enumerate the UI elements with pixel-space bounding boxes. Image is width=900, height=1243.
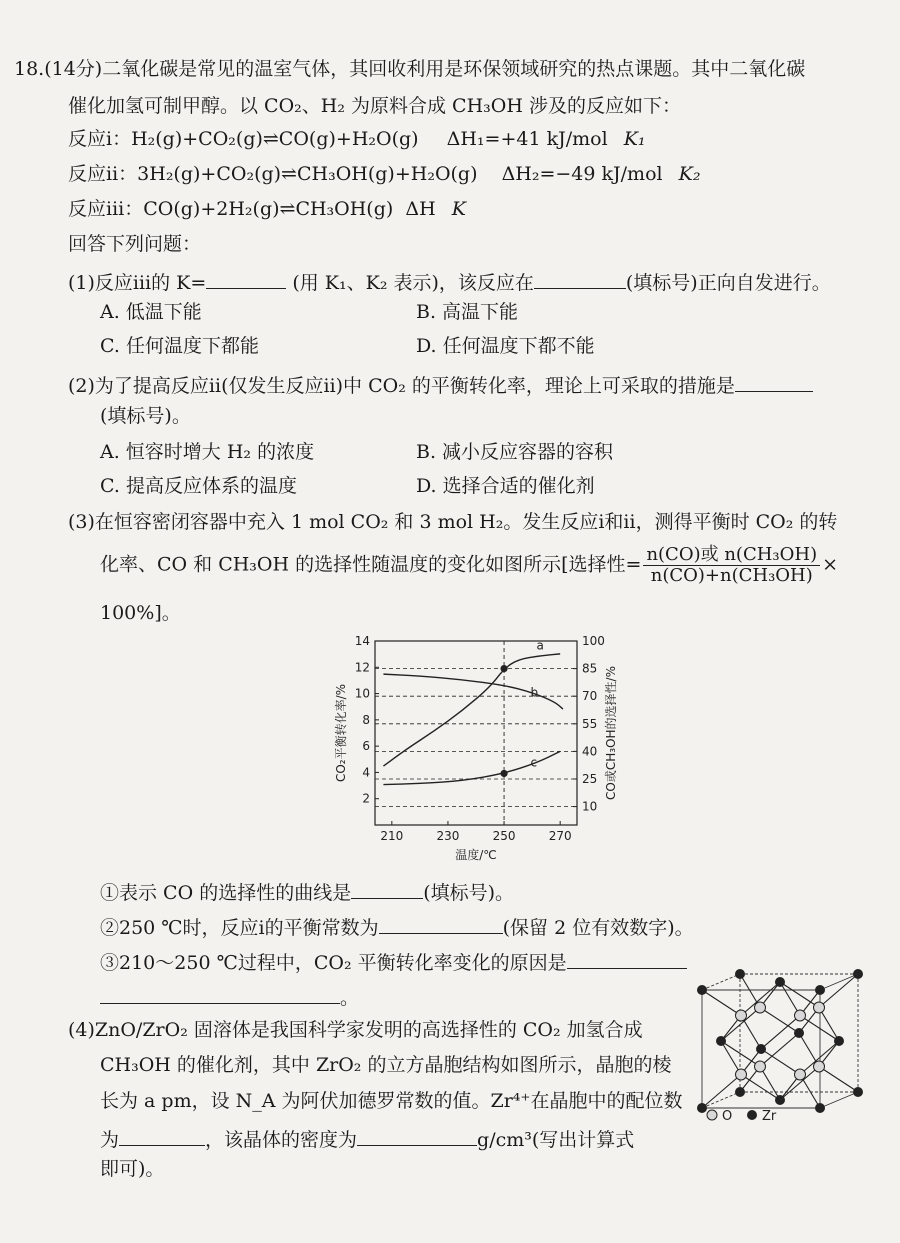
question-header-2: 催化加氢可制甲醇。以 CO₂、H₂ 为原料合成 CH₃OH 涉及的反应如下： [68, 95, 681, 117]
right-tick-label-1: 25 [582, 772, 598, 786]
left-tick-label-1: 4 [362, 765, 370, 780]
legend-zr: Zr [762, 1109, 777, 1124]
answer-blank-1[interactable] [206, 270, 286, 289]
o-atom-7 [814, 1002, 825, 1013]
zr-atom-1 [815, 1103, 825, 1113]
q3-line-3: 100%]。 [100, 602, 181, 624]
q2-option-a: A. 恒容时增大 H₂ 的浓度 [100, 441, 315, 463]
q2-line: (2)为了提高反应ⅱ(仅发生反应ⅱ)中 CO₂ 的平衡转化率，理论上可采取的措施是 [68, 373, 813, 396]
reaction-3: 反应ⅲ：CO(g)+2H₂(g)⇌CH₃OH(g) ΔH K [68, 198, 466, 220]
prompt-text: 回答下列问题： [68, 233, 202, 255]
zr-atom-3 [697, 985, 707, 995]
left-tick-label-3: 8 [362, 712, 370, 727]
oxygen-legend-icon [707, 1110, 717, 1120]
answer-blank-4[interactable] [351, 880, 423, 899]
zr-atom-0 [697, 1103, 707, 1113]
bond-17 [761, 1049, 800, 1075]
cell-edge-9 [820, 1092, 858, 1108]
zr-atom-8 [756, 1044, 766, 1054]
zr-atom-9 [794, 1028, 804, 1038]
zr-atom-4 [735, 1087, 745, 1097]
answer-blank-9[interactable] [357, 1127, 477, 1146]
q4-line-2: CH₃OH 的催化剂，其中 ZrO₂ 的立方晶胞结构如图所示，晶胞的棱 [100, 1054, 672, 1076]
q3-line: (3)在恒容密闭容器中充入 1 mol CO₂ 和 3 mol H₂。发生反应ⅰ和ⅱ，测得平衡时 CO₂ 的转 [68, 511, 838, 533]
reaction-1: 反应ⅰ：H₂(g)+CO₂(g)⇌CO(g)+H₂O(g) ΔH₁=+41 kJ/mol K₁ [68, 128, 646, 150]
q4-line-1: (4)ZnO/ZrO₂ 固溶体是我国科学家发明的高选择性的 CO₂ 加氢合成 [68, 1019, 643, 1041]
x-tick-label-1: 230 [436, 829, 460, 843]
o-atom-4 [795, 1069, 806, 1080]
right-tick-label-5: 85 [582, 661, 598, 676]
bond-30 [780, 982, 819, 1008]
q2-option-d: D. 选择合适的催化剂 [416, 475, 595, 497]
sub1-line: ①表示 CO 的选择性的曲线是 (填标号)。 [100, 882, 515, 904]
answer-blank-5[interactable] [379, 915, 503, 934]
bond-13 [760, 1008, 799, 1034]
cell-edge-8 [702, 1092, 740, 1108]
q1-option-a: A. 低温下能 [100, 301, 202, 323]
series-line-a [383, 654, 560, 766]
sub2-line: ②250 ℃时，反应ⅰ的平衡常数为 (保留 2 位有效数字)。 [100, 917, 694, 939]
x-axis-label: 温度/℃ [455, 848, 497, 862]
zr-atom-12 [716, 1036, 726, 1046]
right-tick-label-3: 55 [582, 716, 598, 731]
selectivity-fraction: $\frac{\text{n(CO)或 n(CH₃OH)}}{\text{n(CO)+n(CH₃OH)}}$ [643, 546, 820, 585]
bond-2 [741, 1075, 780, 1101]
bond-27 [800, 1016, 839, 1042]
cell-edge-11 [702, 974, 740, 990]
left-tick-label-4: 10 [354, 686, 370, 701]
y-axis-label-right: CO或CH₃OH的选择性/% [604, 666, 618, 800]
reaction-2: 反应ⅱ：3H₂(g)+CO₂(g)⇌CH₃OH(g)+H₂O(g) ΔH₂=−49 kJ/mol K₂ [68, 163, 701, 185]
q4-line-4: 为 ，该晶体的密度为 g/cm³(写出计算式 [100, 1129, 635, 1151]
left-tick-label-5: 12 [354, 660, 370, 675]
zr-atom-5 [853, 1087, 863, 1097]
q3-line-2: 化率、CO 和 CH₃OH 的选择性随温度的变化如图所示[选择性= $\frac{\text{n(CO)或 n(CH₃OH)}}{\text{n(CO)+n(CH₃OH)}}$ × [100, 544, 839, 586]
right-tick-label-6: 100 [582, 634, 605, 648]
q1-option-b: B. 高温下能 [416, 301, 519, 323]
series-label-b: b [530, 685, 539, 700]
zr-atom-7 [735, 969, 745, 979]
o-atom-5 [814, 1061, 825, 1072]
bond-8 [702, 990, 741, 1016]
right-tick-label-2: 40 [582, 744, 598, 759]
bond-20 [819, 1067, 858, 1093]
bond-7 [721, 1041, 760, 1067]
marked-point-1 [500, 770, 507, 777]
conversion-selectivity-chart [330, 628, 630, 868]
q1-option-c: C. 任何温度下都能 [100, 335, 259, 357]
series-label-a: a [536, 638, 544, 653]
o-atom-1 [755, 1061, 766, 1072]
q4-line-3: 长为 a pm，设 N_A 为阿伏加德罗常数的值。Zr⁴⁺在晶胞中的配位数 [100, 1090, 683, 1112]
zr-atom-2 [815, 985, 825, 995]
q2-option-b: B. 减小反应容器的容积 [416, 441, 614, 463]
left-tick-label-2: 6 [362, 739, 370, 754]
o-atom-2 [736, 1010, 747, 1021]
o-atom-0 [736, 1069, 747, 1080]
right-tick-label-0: 10 [582, 799, 598, 814]
left-tick-label-0: 2 [362, 791, 370, 806]
zr-atom-10 [775, 1095, 785, 1105]
answer-blank-6[interactable] [567, 950, 687, 969]
q2-option-c: C. 提高反应体系的温度 [100, 475, 297, 497]
q2-line-2: (填标号)。 [100, 405, 191, 427]
right-tick-label-4: 70 [582, 689, 598, 704]
answer-blank-7[interactable] [100, 985, 340, 1004]
x-tick-label-3: 270 [548, 829, 572, 843]
q1-option-d: D. 任何温度下都不能 [416, 335, 595, 357]
answer-blank-3[interactable] [735, 373, 813, 392]
question-header: 18.(14分)二氧化碳是常见的温室气体，其回收利用是环保领域研究的热点课题。其中二氧化碳 [14, 58, 806, 80]
answer-blank-2[interactable] [534, 270, 626, 289]
zro2-unit-cell-diagram [690, 950, 870, 1130]
x-tick-label-0: 210 [380, 829, 404, 843]
left-tick-label-6: 14 [354, 634, 370, 648]
legend-o: O [722, 1109, 733, 1124]
cell-edge-10 [820, 974, 858, 990]
sub3-line-2: 。 [100, 985, 359, 1008]
q1-line: (1)反应ⅲ的 K= (用 K₁、K₂ 表示)，该反应在 (填标号)正向自发进行。 [68, 272, 831, 294]
zirconium-legend-icon [747, 1110, 757, 1120]
x-tick-label-2: 250 [492, 829, 516, 843]
y-axis-label-left: CO₂平衡转化率/% [334, 683, 348, 783]
zr-atom-11 [775, 977, 785, 987]
q4-line-5: 即可)。 [100, 1158, 165, 1180]
o-atom-3 [755, 1002, 766, 1013]
o-atom-6 [795, 1010, 806, 1021]
answer-blank-8[interactable] [119, 1127, 205, 1146]
zr-atom-13 [834, 1036, 844, 1046]
series-label-c: c [530, 755, 538, 770]
sub3-line: ③210～250 ℃过程中，CO₂ 平衡转化率变化的原因是 [100, 950, 687, 973]
marked-point-0 [500, 665, 507, 672]
zr-atom-6 [853, 969, 863, 979]
